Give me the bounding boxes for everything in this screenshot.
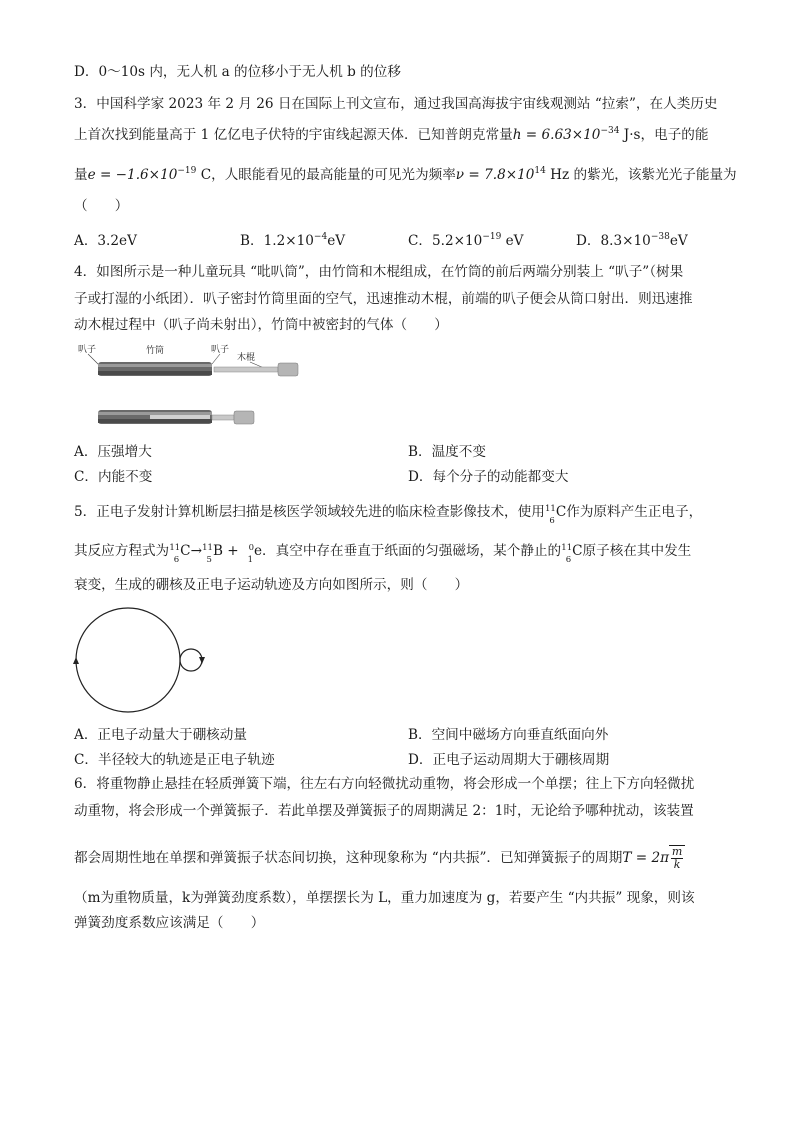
- q3-option-b: B．$1.2\times 10^{-4}eV$: [240, 232, 346, 249]
- bamboo-tube-figure: [74, 338, 314, 443]
- fig-label-stick: 木棍: [237, 353, 256, 363]
- q4-line-3: 动木棍过程中（叭子尚未射出），竹筒中被密封的气体（ ）: [74, 317, 448, 333]
- q6-line-5: 弹簧劲度系数应该满足（ ）: [74, 915, 265, 931]
- q5-line-1: 5．正电子发射计算机断层扫描是核医学领域较先进的临床检查影像技术，使用 11 6 C作为原料产生正电子，: [74, 504, 703, 526]
- sqrt-expression: $\frac{m}{k}$: [669, 845, 685, 871]
- q5-line-2: 其反应方程式为 11 6 C→ 11 5 B + 0 1 e．真空中存在垂直于纸面的匀强磁场，某个静止的 11 6 C原子核在其中发生: [74, 543, 692, 565]
- q3-option-c: C．$5.2\times 10^{-19}$ eV: [408, 232, 524, 249]
- trajectory-figure: [70, 605, 220, 715]
- large-trajectory-arrow: [73, 657, 79, 664]
- q3-line-1: 3．中国科学家 2023 年 2 月 26 日在国际上刊文宣布，通过我国高海拔宇宙线观测站 “拉索”，在人类历史: [74, 96, 718, 112]
- q5-option-c: C．半径较大的轨迹是正电子轨迹: [74, 752, 275, 768]
- q6-line-4: （m为重物质量，k为弹簧劲度系数），单摆摆长为 L，重力加速度为 g，若要产生 “内共振” 现象，则该: [74, 890, 695, 906]
- q4-option-b: B．温度不变: [408, 444, 486, 460]
- large-trajectory: [76, 608, 180, 712]
- q6-line-2: 动重物，将会形成一个弹簧振子．若此单摆及弹簧振子的周期满足 2：1时，无论给予哪种扰动，该装置: [74, 803, 694, 819]
- q3-option-a: A．3.2eV: [74, 233, 137, 249]
- q3-option-d: D．$8.3\times 10^{-38}eV$: [576, 232, 688, 249]
- q4-option-d: D．每个分子的动能都变大: [408, 469, 569, 485]
- fig-label-left-pellet: 叭子: [78, 345, 97, 355]
- q4-line-1: 4．如图所示是一种儿童玩具 “吡叭筒”，由竹筒和木棍组成，在竹筒的前后两端分别装上 “叭子”（树果: [74, 264, 684, 280]
- q3-line-2: 上首次找到能量高于 1 亿亿电子伏特的宇宙线起源天体．已知普朗克常量$h = 6.63\times 10^{-34}$ J·s，电子的能: [74, 126, 709, 143]
- small-trajectory-arrow: [199, 657, 205, 664]
- q3-answer-paren: （ ）: [74, 198, 129, 214]
- q5-option-d: D．正电子运动周期大于硼核周期: [408, 752, 610, 768]
- q4-option-a: A．压强增大: [74, 444, 152, 460]
- small-trajectory: [180, 649, 202, 671]
- q5-option-b: B．空间中磁场方向垂直纸面向外: [408, 727, 609, 743]
- q5-option-a: A．正电子动量大于硼核动量: [74, 727, 247, 743]
- q4-option-c: C．内能不变: [74, 469, 153, 485]
- fig-label-tube: 竹筒: [146, 346, 165, 356]
- q4-line-2: 子或打湿的小纸团）．叭子密封竹筒里面的空气，迅速推动木棍，前端的叭子便会从筒口射出．则迅速推: [74, 291, 693, 307]
- q6-line-3: 都会周期性地在单摆和弹簧振子状态间切换，这种现象称为 “内共振”．已知弹簧振子的周期T = 2π $\frac{m}{k}$: [74, 845, 685, 871]
- q2-option-d: D．0～10s 内，无人机 a 的位移小于无人机 b 的位移: [74, 64, 401, 80]
- q6-line-1: 6．将重物静止悬挂在轻质弹簧下端，往左右方向轻微扰动重物，将会形成一个单摆；往上下方向轻微扰: [74, 776, 695, 792]
- q3-line-3: 量$e = -1.6\times 10^{-19}$ C，人眼能看见的最高能量的可见光为频率$\nu = 7.8\times 10^{14}$ Hz 的紫光，该紫光光子能量为: [74, 166, 737, 183]
- fig-label-right-pellet: 叭子: [211, 345, 230, 355]
- q5-line-3: 衰变，生成的硼核及正电子运动轨迹及方向如图所示，则（ ）: [74, 577, 469, 593]
